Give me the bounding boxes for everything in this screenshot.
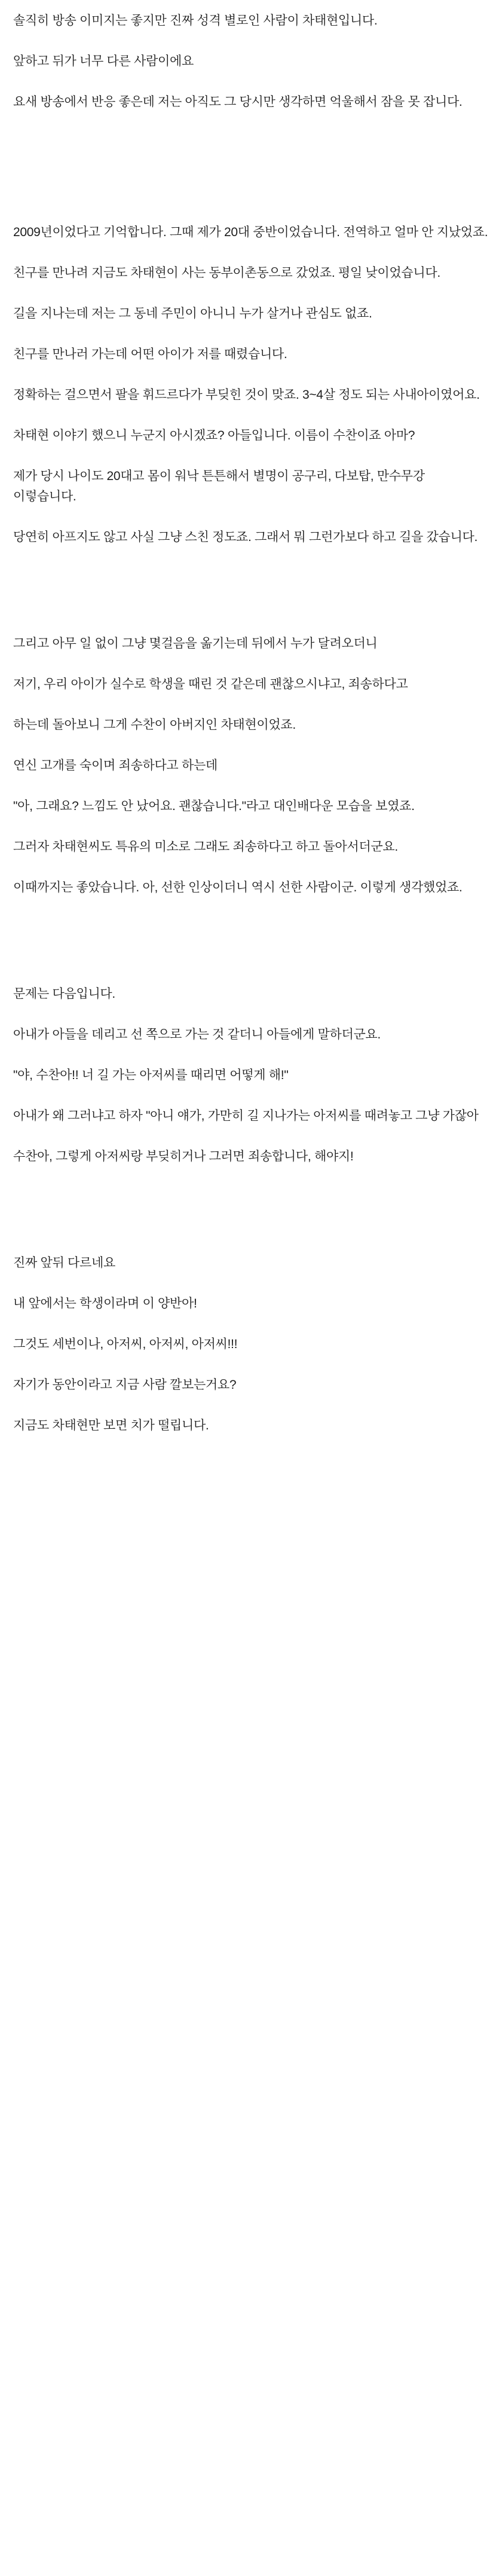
paragraph: 길을 지나는데 저는 그 동네 주민이 아니니 누가 살거나 관심도 없죠. [13, 307, 372, 321]
section-intro [13, 11, 489, 112]
paragraph: 제가 당시 나이도 20대고 몸이 워낙 튼튼해서 별명이 공구리, 다보탑, 만수무강 이렇습니다. [13, 469, 428, 504]
paragraph: 2009년이었다고 기억합니다. 그때 제가 20대 중반이었습니다. 전역하고 얼마 안 지났었죠. [13, 225, 488, 240]
paragraph: 이때까지는 좋았습니다. 아, 선한 인상이더니 역시 선한 사람이군. 이렇게 생각했었죠. [13, 881, 463, 895]
paragraph: 진짜 앞뒤 다르네요 [13, 1256, 115, 1270]
paragraph: 솔직히 방송 이미지는 좋지만 진짜 성격 별로인 사람이 차태현입니다. [13, 14, 378, 27]
paragraph: "아, 그래요? 느낌도 안 났어요. 괜찮습니다."라고 대인배다운 모습을 보였죠. [13, 799, 415, 814]
paragraph: 문제는 다음입니다. [13, 987, 115, 1001]
paragraph: 그러자 차태현씨도 특유의 미소로 그래도 죄송하다고 하고 돌아서더군요. [13, 840, 398, 854]
section-conclusion [13, 1253, 489, 1436]
paragraph: 친구를 만나려 지금도 차태현이 사는 동부이촌동으로 갔었죠. 평일 낮이었습니다. [13, 266, 440, 280]
section-spacer [13, 918, 489, 984]
section-background [13, 222, 489, 548]
section-spacer [13, 1187, 489, 1253]
paragraph: 친구를 만나러 가는데 어떤 아이가 저를 때렸습니다. [13, 347, 287, 362]
section-problem [13, 984, 489, 1167]
paragraph: "야, 수찬아!! 너 길 가는 아저씨를 때리면 어떻게 해!" [13, 1068, 289, 1083]
paragraph: 그것도 세번이나, 아저씨, 아저씨, 아저씨!!! [13, 1337, 238, 1352]
paragraph: 수찬아, 그렇게 아저씨랑 부딪히거나 그러면 죄송합니다, 해야지! [13, 1150, 354, 1164]
section-spacer [13, 568, 489, 634]
paragraph: 차태현 이야기 했으니 누군지 아시겠죠? 아들입니다. 이름이 수찬이죠 아마? [13, 429, 415, 443]
paragraph: 하는데 돌아보니 그게 수찬이 아버지인 차태현이었죠. [13, 718, 296, 732]
paragraph: 정확하는 걸으면서 팔을 휘드르다가 부딪힌 것이 맞죠. 3~4살 정도 되는 사내아이였어요. [13, 388, 480, 402]
paragraph: 아내가 왜 그러냐고 하자 "아니 얘가, 가만히 길 지나가는 아저씨를 때려놓고 그냥 가잖아 [13, 1109, 479, 1123]
section-spacer [13, 133, 489, 222]
paragraph: 당연히 아프지도 않고 사실 그냥 스친 정도죠. 그래서 뭐 그런가보다 하고 길을 갔습니다. [13, 530, 477, 545]
paragraph: 저기, 우리 아이가 실수로 학생을 때린 것 같은데 괜찮으시냐고, 죄송하다고 [13, 677, 408, 692]
paragraph: 지금도 차태현만 보면 치가 떨립니다. [13, 1419, 209, 1433]
section-encounter [13, 634, 489, 898]
paragraph: 아내가 아들을 데리고 선 쪽으로 가는 것 같더니 아들에게 말하더군요. [13, 1028, 381, 1042]
paragraph: 내 앞에서는 학생이라며 이 양반아! [13, 1297, 197, 1311]
paragraph: 연신 고개를 숙이며 죄송하다고 하는데 [13, 759, 218, 773]
paragraph: 요새 방송에서 반응 좋은데 저는 아직도 그 당시만 생각하면 억울해서 잠을 못 잡니다. [13, 95, 463, 109]
paragraph: 자기가 동안이라고 지금 사람 깔보는거요? [13, 1378, 237, 1392]
paragraph: 그리고 아무 일 없이 그냥 몇걸음을 옮기는데 뒤에서 누가 달려오더니 [13, 637, 378, 651]
paragraph: 앞하고 뒤가 너무 다른 사람이에요 [13, 54, 194, 69]
